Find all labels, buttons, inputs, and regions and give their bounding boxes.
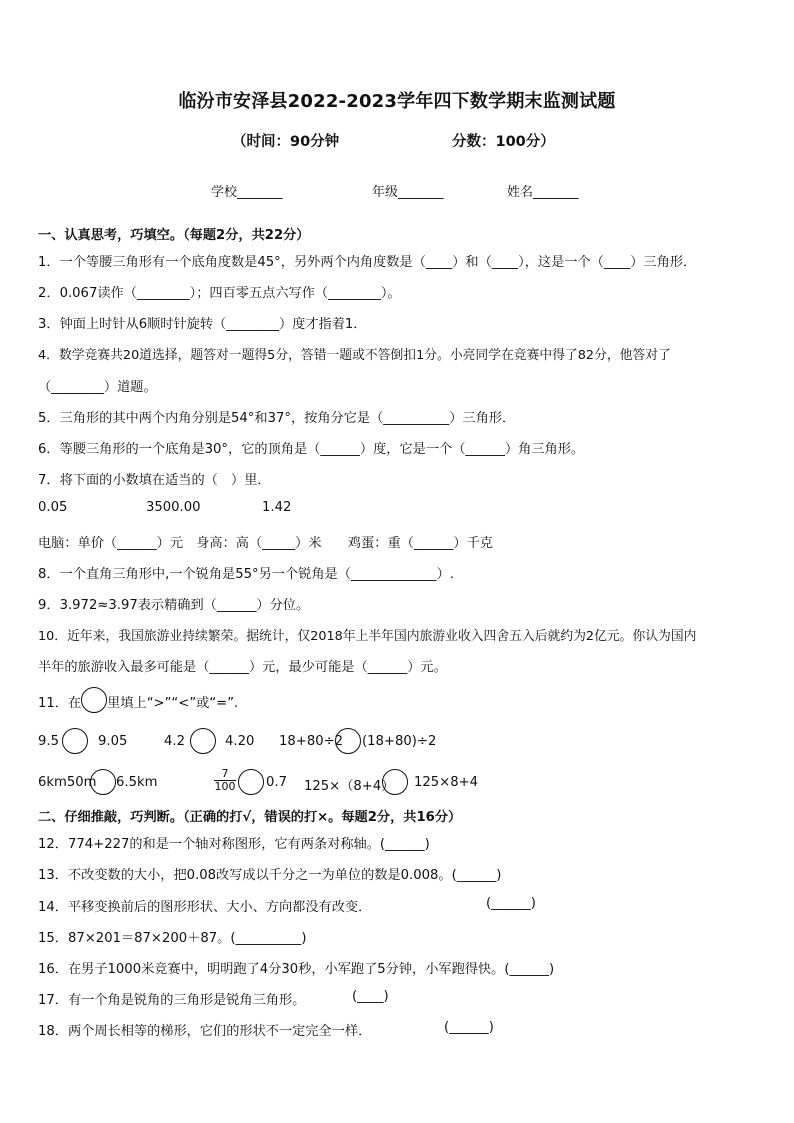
question-12: 12．774+227的和是一个轴对称图形，它有两条对称轴。(______) [38,837,430,852]
score-label: 分数：100分） [452,134,555,150]
question-3: 3．钟面上时针从6顺时针旋转（________）度才指着1． [38,317,367,332]
question-14: 14．平移变换前后的图形形状、大小、方向都没有改变． [38,900,372,915]
q7-number-1: 0.05 [38,500,68,515]
section2-heading: 二、仔细推敲，巧判断。（正确的打√，错误的打×。每题2分，共16分） [38,810,462,825]
compare-circle[interactable] [335,728,361,754]
q7-number-2: 3500.00 [146,500,201,515]
compare-2-left: 4.2 [164,734,185,749]
question-11 [38,692,238,713]
question-8: 8．一个直角三角形中,一个锐角是55°另一个锐角是（_____________）. [38,567,454,582]
school-field: 学校_______ [211,185,283,200]
question-10-line1: 10．近年来，我国旅游业持续繁荣。据统计，仅2018年上半年国内旅游业收入四舍五入后就约为2亿元。你认为国内 [38,629,697,644]
question-16: 16．在男子1000米竞赛中，明明跑了4分30秒，小军跑了5分钟，小军跑得快。(______) [38,962,555,977]
section1-heading: 一、认真思考，巧填空。（每题2分，共22分） [38,228,310,243]
q17-answer-blank: (____) [352,989,389,1004]
compare-5-right: 0.7 [266,775,287,790]
question-15: 15．87×201＝87×200＋87。(__________) [38,931,307,946]
time-label: （时间：90分钟 [232,134,340,150]
question-2: 2．0.067读作（________）；四百零五点六写作（________）。 [38,286,401,301]
q11-suffix: 里填上“>”“<”或“=”. [107,696,239,711]
compare-circle[interactable] [62,728,88,754]
question-9: 9．3.972≈3.97表示精确到（______）分位。 [38,598,310,613]
compare-circle[interactable] [238,769,264,795]
compare-6-left: 125×（8+4） [304,779,395,794]
compare-circle [81,687,107,713]
compare-1-left: 9.5 [38,734,59,749]
compare-1-right: 9.05 [98,734,128,749]
question-18: 18．两个周长相等的梯形，它们的形状不一定完全一样． [38,1024,372,1039]
question-7: 7．将下面的小数填在适当的（ ）里． [38,473,271,488]
q7-number-3: 1.42 [262,500,292,515]
q18-answer-blank: (______) [444,1020,494,1035]
q14-answer-blank: (______) [486,896,536,911]
compare-circle[interactable] [90,769,116,795]
compare-3-right: (18+80)÷2 [362,734,437,749]
question-13: 13．不改变数的大小，把0.08改写成以千分之一为单位的数是0.008。(______) [38,868,502,883]
page-title: 临汾市安泽县2022-2023学年四下数学期末监测试题 [178,91,616,112]
compare-circle[interactable] [190,728,216,754]
compare-5-fraction [214,768,236,793]
question-10-line2: 半年的旅游收入最多可能是（______）元，最少可能是（______）元。 [38,660,447,675]
grade-field: 年级_______ [372,185,444,200]
question-4-line1: 4．数学竞赛共20道选择，题答对一题得5分，答错一题或不答倒扣1分。小亮同学在竞赛中得了82分，他答对了 [38,348,671,363]
question-7-blanks: 电脑：单价（______）元 身高：高（_____）米 鸡蛋：重（______）千克 [38,536,493,551]
question-17: 17．有一个角是锐角的三角形是锐角三角形。 [38,993,306,1008]
name-field: 姓名_______ [507,185,579,200]
question-5: 5．三角形的其中两个内角分别是54°和37°，按角分它是（__________）三角形． [38,411,516,426]
compare-4-right: 6.5km [116,775,158,790]
compare-2-right: 4.20 [225,734,255,749]
compare-3-left: 18+80÷2 [279,734,344,749]
compare-6-right: 125×8+4 [414,775,479,790]
compare-circle[interactable] [382,769,408,795]
fraction-numerator: 7 [214,768,236,781]
question-4-line2: （________）道题。 [38,380,157,395]
q11-prefix: 11．在 [38,696,82,711]
question-1: 1．一个等腰三角形有一个底角度数是45°，另外两个内角度数是（____）和（____），这是一个（____）三角形． [38,255,697,270]
compare-4-left: 6km50m [38,775,97,790]
question-6: 6．等腰三角形的一个底角是30°，它的顶角是（______）度，它是一个（______）角三角形。 [38,442,585,457]
fraction-denominator: 100 [214,780,236,793]
